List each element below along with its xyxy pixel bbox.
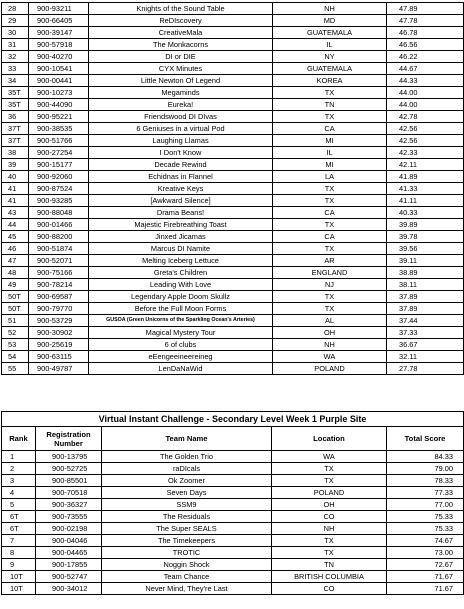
location-cell: CA: [273, 231, 387, 243]
registration-cell: 900-70518: [36, 487, 102, 499]
location-cell: TX: [272, 463, 387, 475]
location-cell: TX: [273, 87, 387, 99]
registration-cell: 900-13795: [36, 451, 102, 463]
registration-cell: 900-10273: [29, 87, 89, 99]
team-name-cell: Melting Iceberg Lettuce: [89, 255, 273, 267]
team-name-cell: Noggin Shock: [102, 559, 272, 571]
location-cell: IL: [273, 39, 387, 51]
team-name-cell: Magical Mystery Tour: [89, 327, 273, 339]
table-row: [2, 231, 464, 243]
table-row: [2, 351, 464, 363]
rank-cell: 46: [2, 243, 29, 255]
rank-cell: 35T: [2, 99, 29, 111]
team-name-cell: [Awkward Silence]: [89, 195, 273, 207]
table-row: [2, 111, 464, 123]
team-name-cell: Never Mind, They're Last: [102, 583, 272, 595]
table-title: Virtual Instant Challenge - Secondary Level Week 1 Purple Site: [2, 412, 464, 427]
table-row: [2, 303, 464, 315]
table-row: [2, 475, 464, 487]
table-row: [2, 547, 464, 559]
score-cell: 37.44: [387, 315, 464, 327]
registration-cell: 900-27254: [29, 147, 89, 159]
team-name-cell: LenDaNaWid: [89, 363, 273, 375]
rank-cell: 10T: [2, 571, 36, 583]
location-cell: TX: [273, 219, 387, 231]
team-name-cell: eEengeeineereineg: [89, 351, 273, 363]
registration-cell: 900-34012: [36, 583, 102, 595]
table-row: [2, 195, 464, 207]
score-cell: 39.56: [387, 243, 464, 255]
table-row: [2, 499, 464, 511]
table-row: [2, 243, 464, 255]
score-cell: 42.78: [387, 111, 464, 123]
score-cell: 79.00: [387, 463, 464, 475]
table-row: [2, 183, 464, 195]
rank-cell: 10T: [2, 583, 36, 595]
location-cell: TN: [272, 559, 387, 571]
score-cell: 75.33: [387, 511, 464, 523]
registration-cell: 900-51874: [29, 243, 89, 255]
rank-cell: 45: [2, 231, 29, 243]
rank-cell: 41: [2, 183, 29, 195]
rank-cell: 49: [2, 279, 29, 291]
rank-cell: 55: [2, 363, 29, 375]
table-row: [2, 207, 464, 219]
rank-cell: 52: [2, 327, 29, 339]
registration-cell: 900-44090: [29, 99, 89, 111]
registration-cell: 900-36327: [36, 499, 102, 511]
rank-cell: 37T: [2, 135, 29, 147]
score-cell: 44.67: [387, 63, 464, 75]
team-name-cell: Team Chance: [102, 571, 272, 583]
location-cell: NH: [273, 339, 387, 351]
secondary-results-table: [1, 411, 464, 595]
table-row: [2, 535, 464, 547]
score-cell: 40.33: [387, 207, 464, 219]
team-name-cell: GUSOA (Green Unicorns of the Sparkling Ocean's Arteries): [89, 315, 273, 327]
location-cell: CO: [272, 511, 387, 523]
registration-cell: 900-04465: [36, 547, 102, 559]
rank-cell: 29: [2, 15, 29, 27]
team-name-cell: Kreative Keys: [89, 183, 273, 195]
rank-cell: 28: [2, 3, 29, 15]
rank-cell: 37T: [2, 123, 29, 135]
team-name-cell: The Residuals: [102, 511, 272, 523]
table-row: [2, 339, 464, 351]
rank-cell: 50T: [2, 303, 29, 315]
table-row: [2, 315, 464, 327]
registration-cell: 900-15177: [29, 159, 89, 171]
table-row: [2, 279, 464, 291]
location-cell: LA: [273, 171, 387, 183]
table-row: [2, 171, 464, 183]
location-cell: TX: [273, 291, 387, 303]
table-row: [2, 255, 464, 267]
location-cell: CA: [273, 123, 387, 135]
team-name-cell: Ok Zoomer: [102, 475, 272, 487]
registration-cell: 900-95221: [29, 111, 89, 123]
registration-cell: 900-73555: [36, 511, 102, 523]
team-name-cell: Laughing Llamas: [89, 135, 273, 147]
registration-cell: 900-92060: [29, 171, 89, 183]
location-cell: TX: [273, 195, 387, 207]
secondary-results-body: [2, 451, 464, 595]
rank-cell: 40: [2, 171, 29, 183]
registration-cell: 900-93211: [29, 3, 89, 15]
rank-cell: 33: [2, 63, 29, 75]
score-cell: 84.33: [387, 451, 464, 463]
score-cell: 46.78: [387, 27, 464, 39]
rank-cell: 5: [2, 499, 36, 511]
registration-cell: 900-88048: [29, 207, 89, 219]
team-name-cell: 6 of clubs: [89, 339, 273, 351]
score-cell: 32.11: [387, 351, 464, 363]
score-cell: 39.89: [387, 219, 464, 231]
table-row: [2, 159, 464, 171]
header-total-score: Total Score: [387, 427, 464, 451]
registration-cell: 900-30902: [29, 327, 89, 339]
registration-cell: 900-51766: [29, 135, 89, 147]
registration-cell: 900-88200: [29, 231, 89, 243]
registration-cell: 900-75166: [29, 267, 89, 279]
rank-cell: 36: [2, 111, 29, 123]
team-name-cell: CreativeMala: [89, 27, 273, 39]
table-row: [2, 147, 464, 159]
score-cell: 36.67: [387, 339, 464, 351]
table-row: [2, 363, 464, 375]
score-cell: 38.89: [387, 267, 464, 279]
registration-cell: 900-10541: [29, 63, 89, 75]
rank-cell: 7: [2, 535, 36, 547]
primary-results-body: [2, 3, 464, 375]
location-cell: CO: [272, 583, 387, 595]
score-cell: 73.00: [387, 547, 464, 559]
team-name-cell: I Don't Know: [89, 147, 273, 159]
team-name-cell: Leading With Love: [89, 279, 273, 291]
table-row: [2, 15, 464, 27]
location-cell: MD: [273, 15, 387, 27]
score-cell: 72.67: [387, 559, 464, 571]
team-name-cell: Legendary Apple Doom Skullz: [89, 291, 273, 303]
rank-cell: 32: [2, 51, 29, 63]
score-cell: 42.33: [387, 147, 464, 159]
registration-cell: 900-53729: [29, 315, 89, 327]
registration-cell: 900-57918: [29, 39, 89, 51]
team-name-cell: Greta's Children: [89, 267, 273, 279]
registration-cell: 900-85501: [36, 475, 102, 487]
score-cell: 46.56: [387, 39, 464, 51]
team-name-cell: The Monkacorns: [89, 39, 273, 51]
team-name-cell: The Super SEALS: [102, 523, 272, 535]
table-row: [2, 583, 464, 595]
header-registration: Registration Number: [36, 427, 102, 451]
table-row: [2, 135, 464, 147]
location-cell: GUATEMALA: [273, 27, 387, 39]
score-cell: 71.67: [387, 583, 464, 595]
location-cell: CA: [273, 207, 387, 219]
rank-cell: 48: [2, 267, 29, 279]
table-row: [2, 219, 464, 231]
registration-cell: 900-52747: [36, 571, 102, 583]
score-cell: 42.56: [387, 123, 464, 135]
header-row: [2, 427, 464, 451]
score-cell: 41.11: [387, 195, 464, 207]
team-name-cell: Seven Days: [102, 487, 272, 499]
team-name-cell: Echidnas in Flannel: [89, 171, 273, 183]
team-name-cell: Megaminds: [89, 87, 273, 99]
team-name-cell: Eureka!: [89, 99, 273, 111]
table-row: [2, 267, 464, 279]
registration-cell: 900-63115: [29, 351, 89, 363]
team-name-cell: Drama Beans!: [89, 207, 273, 219]
location-cell: ENGLAND: [273, 267, 387, 279]
table-row: [2, 27, 464, 39]
score-cell: 37.89: [387, 303, 464, 315]
team-name-cell: Jinxed Jicamas: [89, 231, 273, 243]
rank-cell: 41: [2, 195, 29, 207]
rank-cell: 1: [2, 451, 36, 463]
location-cell: TX: [272, 535, 387, 547]
score-cell: 47.78: [387, 15, 464, 27]
rank-cell: 8: [2, 547, 36, 559]
location-cell: TX: [272, 475, 387, 487]
rank-cell: 34: [2, 75, 29, 87]
location-cell: KOREA: [273, 75, 387, 87]
registration-cell: 900-25619: [29, 339, 89, 351]
table-row: [2, 291, 464, 303]
location-cell: WA: [273, 351, 387, 363]
rank-cell: 50T: [2, 291, 29, 303]
registration-cell: 900-17855: [36, 559, 102, 571]
score-cell: 41.33: [387, 183, 464, 195]
score-cell: 75.33: [387, 523, 464, 535]
table-row: [2, 87, 464, 99]
team-name-cell: 6 Geniuses in a virtual Pod: [89, 123, 273, 135]
team-name-cell: Decade Rewind: [89, 159, 273, 171]
location-cell: OH: [272, 499, 387, 511]
score-cell: 47.89: [387, 3, 464, 15]
table-row: [2, 451, 464, 463]
rank-cell: 44: [2, 219, 29, 231]
score-cell: 37.89: [387, 291, 464, 303]
team-name-cell: The Golden Trio: [102, 451, 272, 463]
location-cell: NJ: [273, 279, 387, 291]
header-rank: Rank: [2, 427, 36, 451]
rank-cell: 6T: [2, 511, 36, 523]
score-cell: 78.33: [387, 475, 464, 487]
table-row: [2, 51, 464, 63]
registration-cell: 900-79770: [29, 303, 89, 315]
registration-cell: 900-00441: [29, 75, 89, 87]
team-name-cell: Little Newton Of Legend: [89, 75, 273, 87]
rank-cell: 3: [2, 475, 36, 487]
rank-cell: 6T: [2, 523, 36, 535]
score-cell: 38.11: [387, 279, 464, 291]
registration-cell: 900-40270: [29, 51, 89, 63]
score-cell: 71.67: [387, 571, 464, 583]
location-cell: NH: [273, 3, 387, 15]
rank-cell: 53: [2, 339, 29, 351]
location-cell: GUATEMALA: [273, 63, 387, 75]
team-name-cell: ReDIscovery: [89, 15, 273, 27]
rank-cell: 2: [2, 463, 36, 475]
location-cell: MI: [273, 159, 387, 171]
rank-cell: 54: [2, 351, 29, 363]
table-row: [2, 327, 464, 339]
rank-cell: 9: [2, 559, 36, 571]
table-row: [2, 487, 464, 499]
location-cell: WA: [272, 451, 387, 463]
score-cell: 39.78: [387, 231, 464, 243]
registration-cell: 900-66405: [29, 15, 89, 27]
registration-cell: 900-39147: [29, 27, 89, 39]
score-cell: 42.11: [387, 159, 464, 171]
team-name-cell: Knights of the Sound Table: [89, 3, 273, 15]
location-cell: POLAND: [273, 363, 387, 375]
rank-cell: 39: [2, 159, 29, 171]
location-cell: NH: [272, 523, 387, 535]
registration-cell: 900-93285: [29, 195, 89, 207]
team-name-cell: Before the Full Moon Forms: [89, 303, 273, 315]
table-row: [2, 63, 464, 75]
location-cell: TX: [272, 547, 387, 559]
table-row: [2, 559, 464, 571]
location-cell: TX: [273, 111, 387, 123]
header-location: Location: [272, 427, 387, 451]
table-row: [2, 123, 464, 135]
header-team-name: Team Name: [102, 427, 272, 451]
team-name-cell: The Timekeepers: [102, 535, 272, 547]
location-cell: AR: [273, 255, 387, 267]
registration-cell: 900-69587: [29, 291, 89, 303]
location-cell: POLAND: [272, 487, 387, 499]
registration-cell: 900-04046: [36, 535, 102, 547]
registration-cell: 900-78214: [29, 279, 89, 291]
rank-cell: 4: [2, 487, 36, 499]
rank-cell: 30: [2, 27, 29, 39]
team-name-cell: Majestic Firebreathing Toast: [89, 219, 273, 231]
table-row: [2, 523, 464, 535]
table-row: [2, 511, 464, 523]
score-cell: 46.22: [387, 51, 464, 63]
location-cell: IL: [273, 147, 387, 159]
score-cell: 39.11: [387, 255, 464, 267]
table-row: [2, 39, 464, 51]
location-cell: TX: [273, 303, 387, 315]
rank-cell: 47: [2, 255, 29, 267]
score-cell: 74.67: [387, 535, 464, 547]
score-cell: 77.00: [387, 499, 464, 511]
registration-cell: 900-01466: [29, 219, 89, 231]
score-cell: 41.89: [387, 171, 464, 183]
score-cell: 44.00: [387, 99, 464, 111]
team-name-cell: SSM9: [102, 499, 272, 511]
table-row: [2, 75, 464, 87]
rank-cell: 38: [2, 147, 29, 159]
location-cell: AL: [273, 315, 387, 327]
table-row: [2, 99, 464, 111]
location-cell: MI: [273, 135, 387, 147]
location-cell: NY: [273, 51, 387, 63]
team-name-cell: Friendswood DI DIvas: [89, 111, 273, 123]
location-cell: OH: [273, 327, 387, 339]
score-cell: 37.33: [387, 327, 464, 339]
registration-cell: 900-52725: [36, 463, 102, 475]
rank-cell: 51: [2, 315, 29, 327]
table-row: [2, 463, 464, 475]
score-cell: 44.33: [387, 75, 464, 87]
location-cell: TN: [273, 99, 387, 111]
registration-cell: 900-87524: [29, 183, 89, 195]
registration-cell: 900-38535: [29, 123, 89, 135]
location-cell: BRITISH COLUMBIA: [272, 571, 387, 583]
location-cell: TX: [273, 183, 387, 195]
registration-cell: 900-02198: [36, 523, 102, 535]
table-row: [2, 3, 464, 15]
registration-cell: 900-49787: [29, 363, 89, 375]
team-name-cell: DI or DIE: [89, 51, 273, 63]
score-cell: 77.33: [387, 487, 464, 499]
location-cell: TX: [273, 243, 387, 255]
table-row: [2, 571, 464, 583]
rank-cell: 31: [2, 39, 29, 51]
registration-cell: 900-52071: [29, 255, 89, 267]
score-cell: 27.78: [387, 363, 464, 375]
team-name-cell: TROTIC: [102, 547, 272, 559]
team-name-cell: Marcus DI Namite: [89, 243, 273, 255]
team-name-cell: raDIcals: [102, 463, 272, 475]
primary-results-table: [1, 2, 464, 375]
team-name-cell: CYX Minutes: [89, 63, 273, 75]
score-cell: 44.00: [387, 87, 464, 99]
rank-cell: 35T: [2, 87, 29, 99]
score-cell: 42.56: [387, 135, 464, 147]
rank-cell: 43: [2, 207, 29, 219]
